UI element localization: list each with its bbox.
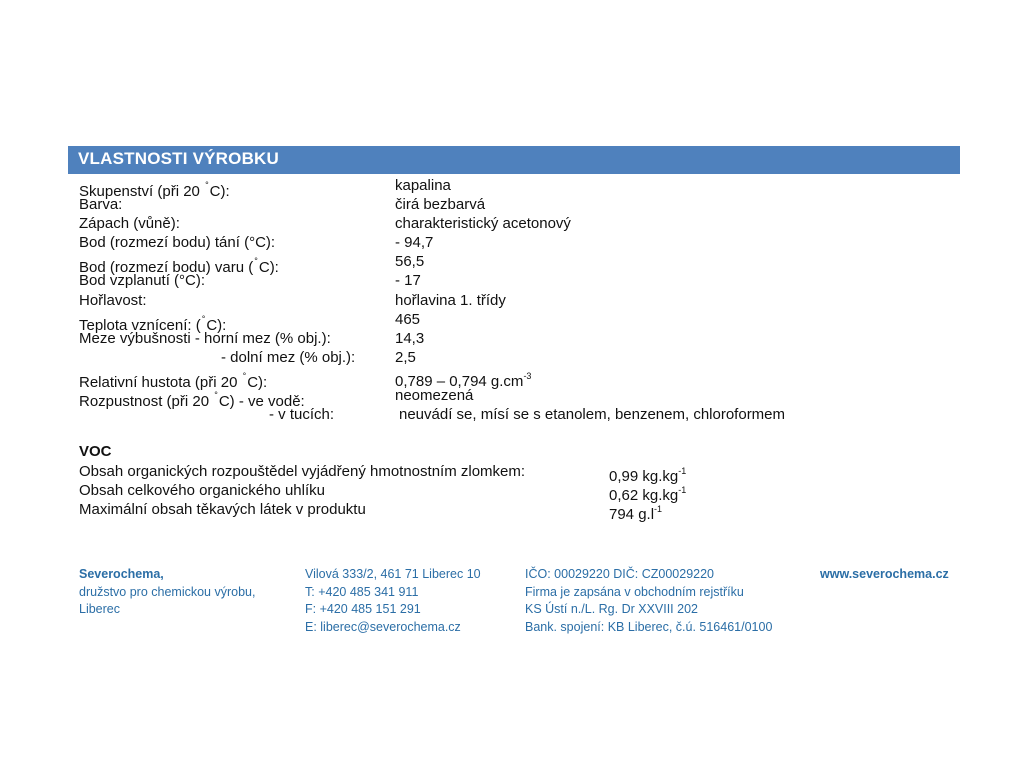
company-fax: F: +420 485 151 291 xyxy=(305,602,421,616)
property-row xyxy=(79,233,949,252)
property-row xyxy=(79,348,949,367)
property-value: čirá bezbarvá xyxy=(395,196,486,214)
footer-registration-column xyxy=(525,566,772,636)
property-row xyxy=(79,252,949,277)
property-label: Zápach (vůně): xyxy=(79,215,180,233)
property-row xyxy=(79,386,949,411)
website-link[interactable]: www.severochema.cz xyxy=(820,567,949,581)
registration-court: KS Ústí n./L. Rg. Dr XXVIII 202 xyxy=(525,602,698,616)
property-label: Relativní hustota (při 20 °C): xyxy=(79,370,268,391)
property-value: neomezená xyxy=(395,387,474,405)
properties-table xyxy=(79,176,949,424)
company-address: Vilová 333/2, 461 71 Liberec 10 xyxy=(305,567,481,581)
footer-contact-column xyxy=(305,566,481,636)
company-email: E: liberec@severochema.cz xyxy=(305,619,461,634)
property-label: Skupenství (při 20 °C): xyxy=(79,180,230,200)
property-value: 14,3 xyxy=(395,329,425,347)
voc-row xyxy=(79,500,949,524)
property-value: 56,5 xyxy=(395,253,425,271)
company-city: Liberec xyxy=(79,602,120,616)
property-row xyxy=(79,405,949,424)
company-phone: T: +420 485 341 911 xyxy=(305,584,419,599)
property-row xyxy=(79,214,949,233)
voc-row xyxy=(79,462,949,485)
registration-note: Firma je zapsána v obchodním rejstříku xyxy=(525,584,744,599)
property-label: Rozpustnost (při 20 °C) - ve vodě: xyxy=(79,390,305,411)
property-row xyxy=(79,195,949,214)
property-value: 2,5 xyxy=(395,348,416,366)
property-row xyxy=(79,310,949,334)
property-row xyxy=(79,367,949,391)
property-row xyxy=(79,271,949,290)
property-label: Hořlavost: xyxy=(79,291,147,309)
property-label: Meze výbušnosti - horní mez (% obj.): xyxy=(79,329,331,347)
voc-title: VOC xyxy=(79,443,112,460)
voc-label: Obsah organických rozpouštědel vyjádřený hmotnostním zlomkem: xyxy=(79,463,526,480)
property-value: - 17 xyxy=(395,272,421,290)
voc-value: 794 $g.l^{-1}$ xyxy=(609,504,663,524)
property-value: 465 xyxy=(395,310,421,328)
property-label: Bod (rozmezí bodu) tání (°C): xyxy=(79,234,276,252)
voc-label: Obsah celkového organického uhlíku xyxy=(79,482,325,500)
company-ids: IČO: 00029220 DIČ: CZ00029220 xyxy=(525,567,715,581)
property-value: 0,789 – 0,794 $g.cm^{-3}$ xyxy=(395,370,532,390)
company-description: družstvo pro chemickou výrobu, xyxy=(79,584,256,599)
voc-value: 0,62 $kg.kg^{-1}$ xyxy=(609,485,687,505)
property-value: hořlavina 1. třídy xyxy=(395,291,506,309)
property-label: Teplota vznícení: (°C): xyxy=(79,313,227,334)
property-value: charakteristický acetonový xyxy=(395,215,571,233)
property-label: - dolní mez (% obj.): xyxy=(221,348,356,366)
property-label: - v tucích: xyxy=(269,406,335,424)
property-label: Bod vzplanutí (°C): xyxy=(79,272,206,290)
section-title: VLASTNOSTI VÝROBKU xyxy=(78,149,280,168)
property-value: - 94,7 xyxy=(395,234,434,252)
bank-account: Bank. spojení: KB Liberec, č.ú. 516461/0100 xyxy=(525,619,773,634)
footer-company-column xyxy=(79,566,255,619)
property-label: Bod (rozmezí bodu) varu (°C): xyxy=(79,256,279,277)
property-row xyxy=(79,291,949,310)
property-label: Barva: xyxy=(79,196,123,214)
property-row xyxy=(79,176,949,200)
property-value: neuvádí se, mísí se s etanolem, benzenem, chloroformem xyxy=(399,406,786,424)
section-header-banner xyxy=(68,146,960,174)
voc-section xyxy=(79,442,949,524)
property-row xyxy=(79,329,949,348)
voc-row xyxy=(79,481,949,505)
voc-value: 0,99 $kg.kg^{-1}$ xyxy=(609,466,687,485)
footer-website-column xyxy=(820,566,949,584)
company-name: Severochema, xyxy=(79,567,164,581)
voc-label: Maximální obsah těkavých látek v produktu xyxy=(79,501,366,519)
property-value: kapalina xyxy=(395,177,451,194)
